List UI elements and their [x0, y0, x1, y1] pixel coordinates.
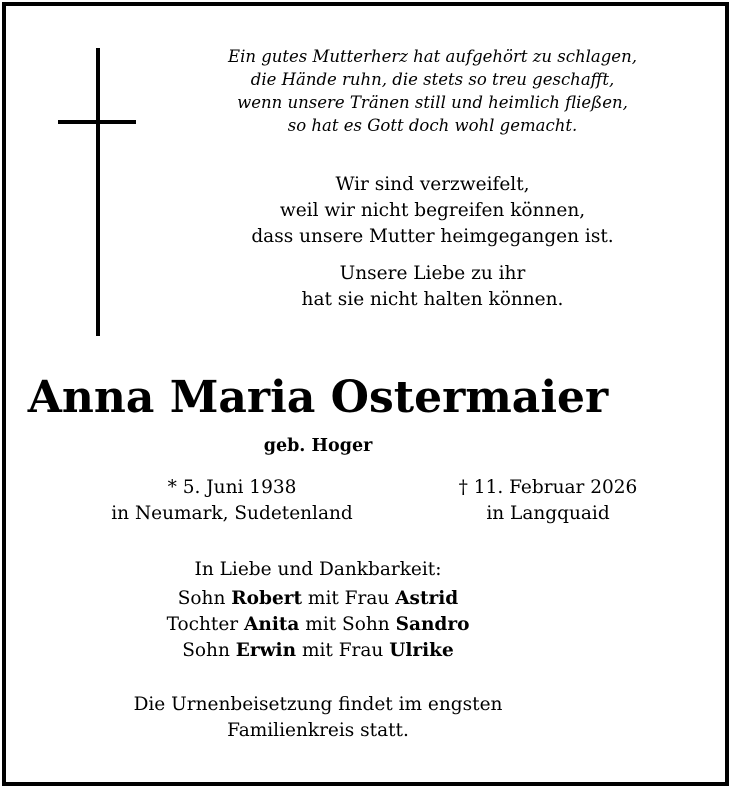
- poem: [180, 45, 685, 137]
- burial-line: Die Urnenbeisetzung findet im engsten: [133, 694, 503, 715]
- relation-label: Sohn: [177, 588, 226, 609]
- death-info: [378, 475, 718, 527]
- mourner-entry: [0, 612, 636, 638]
- mourner-name: Anita: [244, 614, 300, 635]
- quote-line: Wir sind verzweifelt,: [335, 174, 530, 195]
- poem-line: die Hände ruhn, die stets so treu geschafft,: [250, 70, 615, 89]
- poem-line: Ein gutes Mutterherz hat aufgehört zu schlagen,: [228, 47, 637, 66]
- cross-vertical-bar: [96, 48, 100, 336]
- relation-label: mit Frau: [301, 640, 384, 661]
- quote-line: dass unsere Mutter heimgegangen ist.: [251, 226, 614, 247]
- mourners-list: [0, 586, 729, 664]
- mourner-name: Ulrike: [389, 640, 454, 661]
- quote-line: weil wir nicht begreifen können,: [279, 200, 586, 221]
- mourner-entry: [0, 586, 636, 612]
- maiden-name: geb. Hoger: [263, 436, 373, 456]
- mourner-name: Robert: [231, 588, 303, 609]
- quote-despair: [180, 172, 685, 250]
- mourner-name: Erwin: [235, 640, 297, 661]
- death-place: in Langquaid: [486, 503, 610, 524]
- relation-label: mit Frau: [307, 588, 390, 609]
- mourners-intro: In Liebe und Dankbarkeit:: [194, 559, 442, 580]
- relation-label: Sohn: [182, 640, 230, 661]
- mourner-name: Astrid: [395, 588, 459, 609]
- quote-line: hat sie nicht halten können.: [301, 289, 564, 310]
- birth-info: [62, 475, 402, 527]
- poem-line: wenn unsere Tränen still und heimlich fließen,: [237, 93, 628, 112]
- burial-notice: [0, 692, 729, 744]
- birth-place: in Neumark, Sudetenland: [111, 503, 353, 524]
- quote-line: Unsere Liebe zu ihr: [339, 263, 526, 284]
- mourner-entry: [0, 638, 636, 664]
- poem-line: so hat es Gott doch wohl gemacht.: [287, 116, 578, 135]
- cross-horizontal-bar: [58, 120, 136, 124]
- quote-love: [180, 261, 685, 313]
- death-date: † 11. Februar 2026: [458, 477, 638, 498]
- deceased-name: Anna Maria Ostermaier: [27, 372, 609, 423]
- relation-label: Tochter: [166, 614, 239, 635]
- birth-date: * 5. Juni 1938: [167, 477, 297, 498]
- burial-line: Familienkreis statt.: [227, 720, 409, 741]
- relation-label: mit Sohn: [305, 614, 390, 635]
- mourner-name: Sandro: [395, 614, 470, 635]
